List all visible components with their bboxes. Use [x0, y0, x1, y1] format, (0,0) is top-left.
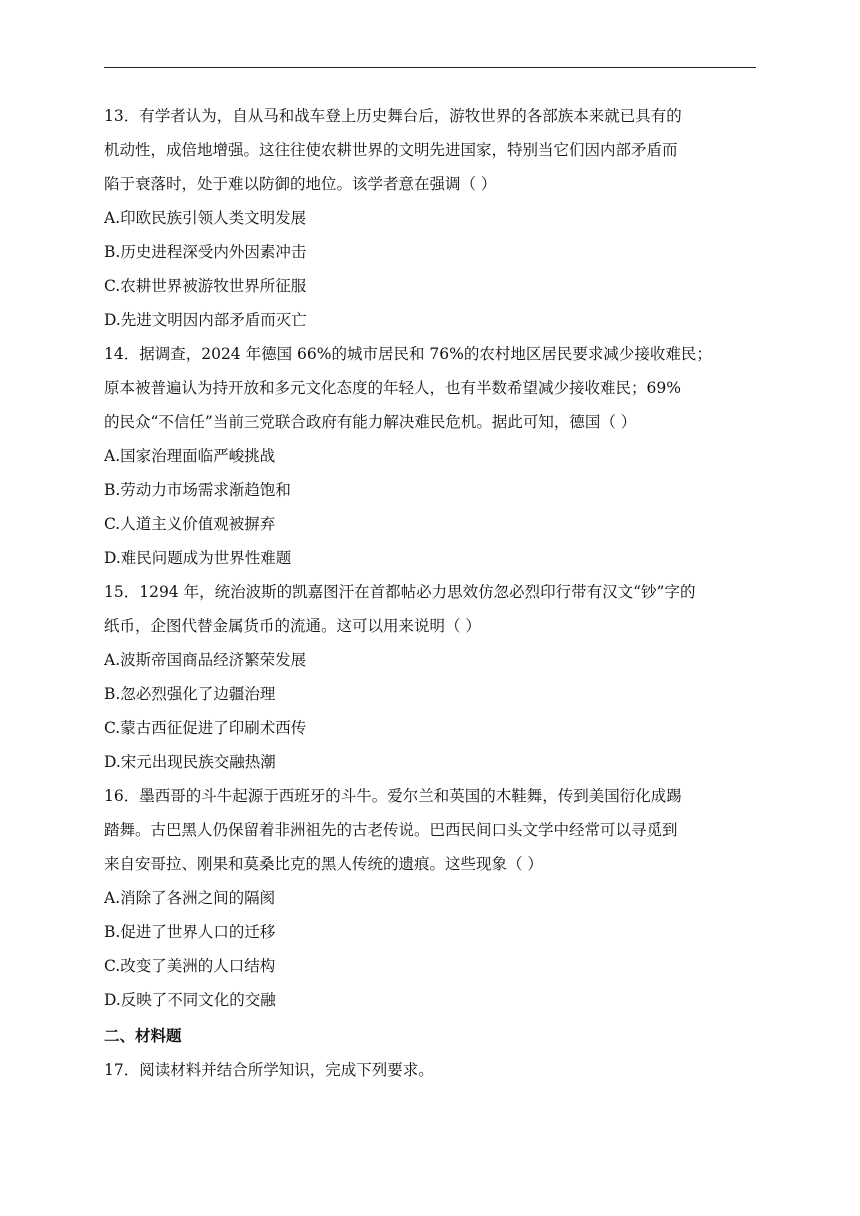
- option-b[interactable]: B.促进了世界人口的迁移: [104, 923, 276, 941]
- question-stem-line: 纸币，企图代替金属货币的流通。这可以用来说明（ ）: [104, 617, 481, 635]
- question-stem-line: 原本被普遍认为持开放和多元文化态度的年轻人，也有半数希望减少接收难民；69%: [104, 379, 681, 397]
- header-rule: [104, 67, 756, 68]
- question-stem-line: 来自安哥拉、刚果和莫桑比克的黑人传统的遗痕。这些现象（ ）: [104, 855, 543, 873]
- option-c[interactable]: C.农耕世界被游牧世界所征服: [104, 277, 307, 295]
- option-b[interactable]: B.忽必烈强化了边疆治理: [104, 685, 276, 703]
- question-stem-line: 机动性，成倍地增强。这往往使农耕世界的文明先进国家，特别当它们因内部矛盾而: [104, 141, 678, 159]
- option-a[interactable]: A.消除了各洲之间的隔阂: [104, 889, 276, 907]
- question-stem-line: 16．墨西哥的斗牛起源于西班牙的斗牛。爱尔兰和英国的木鞋舞，传到美国衍化成踢: [104, 787, 682, 805]
- option-c[interactable]: C.蒙古西征促进了印刷术西传: [104, 719, 307, 737]
- option-a[interactable]: A.国家治理面临严峻挑战: [104, 447, 276, 465]
- question-stem-line: 13．有学者认为，自从马和战车登上历史舞台后，游牧世界的各部族本来就已具有的: [104, 107, 682, 125]
- section-title: 二、材料题: [104, 1027, 182, 1045]
- question-14: [104, 337, 756, 575]
- question-stem-line: 15．1294 年，统治波斯的凯嘉图汗在首都帖必力思效仿忽必烈印行带有汉文“钞”字的: [104, 583, 696, 601]
- option-a[interactable]: A.波斯帝国商品经济繁荣发展: [104, 651, 307, 669]
- option-b[interactable]: B.历史进程深受内外因素冲击: [104, 243, 307, 261]
- option-a[interactable]: A.印欧民族引领人类文明发展: [104, 209, 307, 227]
- option-d[interactable]: D.反映了不同文化的交融: [104, 991, 276, 1009]
- option-d[interactable]: D.宋元出现民族交融热潮: [104, 753, 276, 771]
- option-d[interactable]: D.难民问题成为世界性难题: [104, 549, 292, 567]
- question-15: [104, 575, 756, 779]
- option-d[interactable]: D.先进文明因内部矛盾而灭亡: [104, 311, 307, 329]
- exam-content: [104, 99, 756, 1087]
- question-stem-line: 踏舞。古巴黑人仍保留着非洲祖先的古老传说。巴西民间口头文学中经常可以寻觅到: [104, 821, 678, 839]
- question-13: [104, 99, 756, 337]
- question-stem-line: 的民众“不信任”当前三党联合政府有能力解决难民危机。据此可知，德国（ ）: [104, 413, 637, 431]
- option-b[interactable]: B.劳动力市场需求渐趋饱和: [104, 481, 291, 499]
- question-stem-line: 陷于衰落时，处于难以防御的地位。该学者意在强调（ ）: [104, 175, 497, 193]
- question-stem-line: 14．据调查，2024 年德国 66%的城市居民和 76%的农村地区居民要求减少接收难民；: [104, 345, 712, 363]
- option-c[interactable]: C.人道主义价值观被摒弃: [104, 515, 276, 533]
- question-16: [104, 779, 756, 1017]
- option-c[interactable]: C.改变了美洲的人口结构: [104, 957, 276, 975]
- question-17-stem: 17．阅读材料并结合所学知识，完成下列要求。: [104, 1061, 434, 1079]
